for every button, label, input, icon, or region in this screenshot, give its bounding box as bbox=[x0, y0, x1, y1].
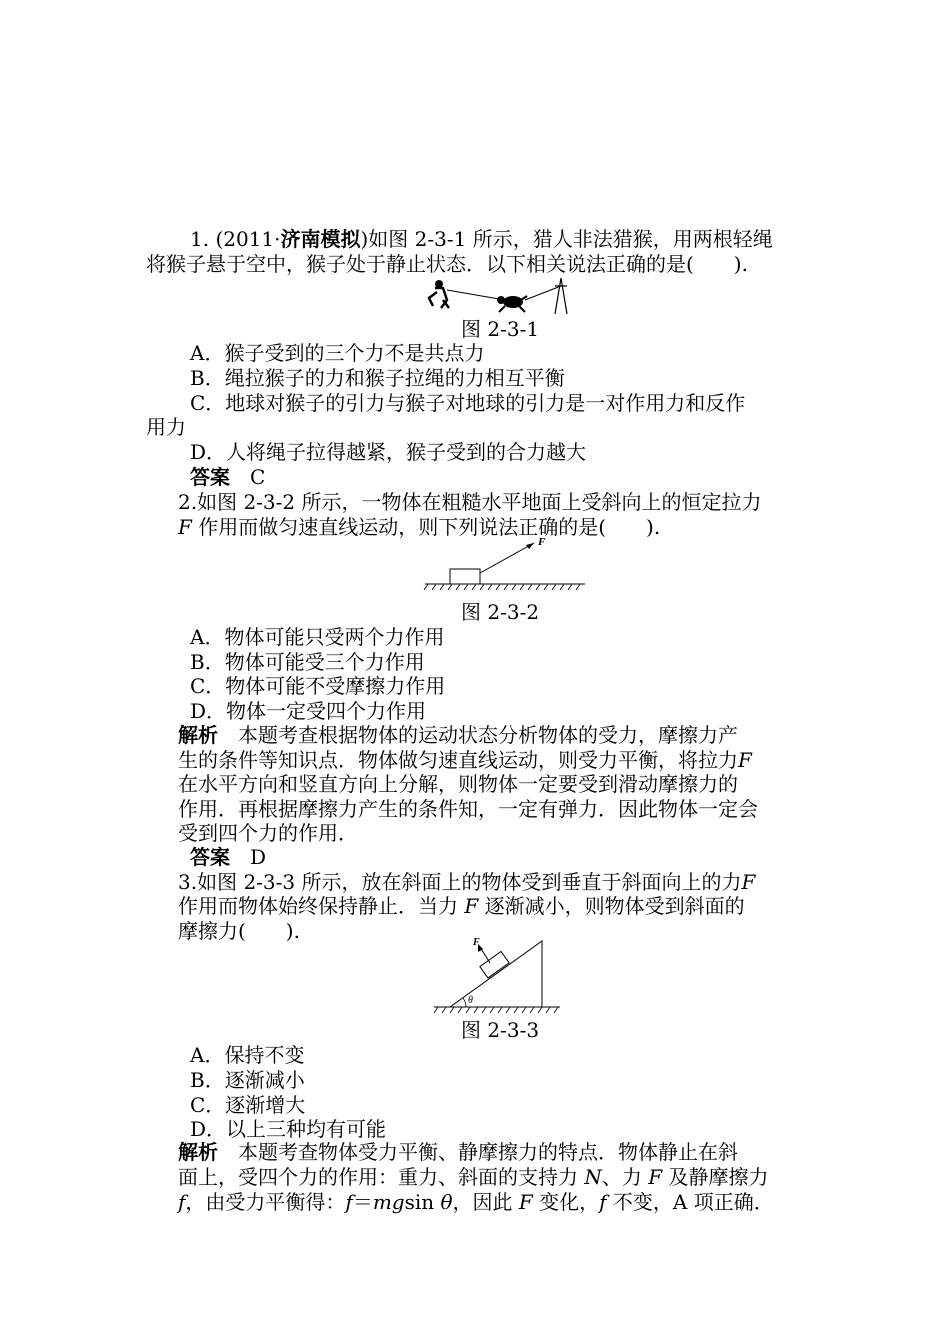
q1-source: 济南模拟 bbox=[280, 227, 361, 251]
q1-figure-caption: 图 2-3-1 bbox=[461, 317, 540, 341]
q3-line1 bbox=[178, 870, 755, 894]
q3-analysis-text-2a: 面上，受四个力的作用：重力、斜面的支持力 bbox=[178, 1165, 585, 1189]
q3-figure bbox=[432, 935, 562, 1017]
q2-answer bbox=[190, 845, 266, 869]
q1-answer-label: 答案 bbox=[190, 465, 230, 489]
q1-option-c-cont: 用力 bbox=[146, 415, 186, 439]
q3-analysis-var-f: F bbox=[648, 1165, 663, 1189]
q1-option-a: A．猴子受到的三个力不是共点力 bbox=[190, 341, 485, 365]
q3-formula-sin: sin bbox=[404, 1190, 441, 1214]
q1-number: 1. (2011· bbox=[190, 227, 281, 251]
q3-figure-angle-label: θ bbox=[468, 995, 473, 1006]
q2-figure bbox=[420, 535, 590, 597]
q2-analysis-line1 bbox=[178, 723, 738, 747]
q3-figure-caption: 图 2-3-3 bbox=[461, 1018, 540, 1042]
q3-analysis-line1 bbox=[178, 1140, 738, 1164]
q3-option-c: C．逐渐增大 bbox=[190, 1093, 306, 1117]
q3-formula-eq: ＝ bbox=[352, 1190, 373, 1214]
q2-line2-text: 作用而做匀速直线运动，则下列说法正确的是( ). bbox=[191, 515, 661, 539]
q2-analysis-label: 解析 bbox=[178, 723, 218, 747]
q2-answer-value: D bbox=[250, 845, 267, 869]
q3-analysis-text-3c: 变化， bbox=[532, 1190, 600, 1214]
q3-analysis-var-f-small-2: f bbox=[599, 1190, 607, 1214]
q2-figure-force-label: F bbox=[538, 536, 546, 548]
q3-analysis-var-f-2: F bbox=[518, 1190, 533, 1214]
q3-option-d: D．以上三种均有可能 bbox=[190, 1117, 387, 1141]
q3-analysis-var-f-small: f bbox=[178, 1190, 186, 1214]
q3-line2-text-b: 逐渐减小，则物体受到斜面的 bbox=[478, 894, 745, 918]
monkey-figure bbox=[425, 278, 575, 314]
q1-answer bbox=[190, 465, 265, 489]
q2-figure-caption: 图 2-3-2 bbox=[461, 600, 540, 624]
q3-option-a: A．保持不变 bbox=[190, 1043, 305, 1067]
q2-analysis-text-2: 生的条件等知识点．物体做匀速直线运动，则受力平衡，将拉力 bbox=[178, 748, 738, 772]
q1-text-1: )如图 2-3-1 所示，猎人非法猎猴，用两根轻绳 bbox=[360, 227, 773, 251]
q3-var-f-2: F bbox=[464, 894, 479, 918]
q3-line2-text-a: 作用而物体始终保持静止．当力 bbox=[178, 894, 465, 918]
q3-figure-force-label: F bbox=[473, 937, 480, 948]
q3-line3: 摩擦力( ). bbox=[178, 919, 300, 943]
q3-formula-theta: θ bbox=[440, 1190, 453, 1214]
q2-option-a: A．物体可能只受两个力作用 bbox=[190, 625, 445, 649]
q2-analysis-var-f: F bbox=[738, 748, 752, 772]
q2-analysis-line4: 作用．再根据摩擦力产生的条件知，一定有弹力．因此物体一定会 bbox=[178, 797, 758, 821]
q1-line2: 将猴子悬于空中，猴子处于静止状态．以下相关说法正确的是( ). bbox=[146, 252, 748, 276]
q2-option-b: B．物体可能受三个力作用 bbox=[190, 650, 425, 674]
q3-analysis-text-1: 本题考查物体受力平衡、静摩擦力的特点．物体静止在斜 bbox=[218, 1140, 738, 1164]
q3-analysis-text-2c: 及静摩擦力 bbox=[662, 1165, 769, 1189]
q2-answer-label: 答案 bbox=[190, 845, 230, 869]
q3-analysis-label: 解析 bbox=[178, 1140, 218, 1164]
q3-analysis-text-2b: 、力 bbox=[601, 1165, 649, 1189]
q3-analysis-line3 bbox=[178, 1190, 774, 1214]
q1-line1 bbox=[190, 227, 773, 251]
q3-line1-text: 3.如图 2-3-3 所示，放在斜面上的物体受到垂直于斜面向上的力 bbox=[178, 870, 742, 894]
q2-analysis-line2 bbox=[178, 748, 752, 772]
q3-option-b: B．逐渐减小 bbox=[190, 1068, 305, 1092]
q3-analysis-text-3d: 不变，A 项正确． bbox=[606, 1190, 774, 1214]
q3-analysis-text-3b: ，因此 bbox=[452, 1190, 519, 1214]
q3-analysis-var-n: N bbox=[584, 1165, 602, 1189]
q3-analysis-line2 bbox=[178, 1165, 768, 1189]
q1-option-b: B．绳拉猴子的力和猴子拉绳的力相互平衡 bbox=[190, 366, 565, 390]
q3-formula-mg: mg bbox=[372, 1190, 405, 1214]
q2-analysis-text-1: 本题考查根据物体的运动状态分析物体的受力，摩擦力产 bbox=[218, 723, 738, 747]
q3-analysis-text-3a: ，由受力平衡得： bbox=[185, 1190, 346, 1214]
q2-option-c: C．物体可能不受摩擦力作用 bbox=[190, 674, 446, 698]
q2-line1: 2.如图 2-3-2 所示，一物体在粗糙水平地面上受斜向上的恒定拉力 bbox=[178, 490, 762, 514]
q2-analysis-line5: 受到四个力的作用． bbox=[178, 821, 358, 845]
q1-option-d: D．人将绳子拉得越紧，猴子受到的合力越大 bbox=[190, 440, 587, 464]
q1-answer-value: C bbox=[250, 465, 266, 489]
q3-var-f-1: F bbox=[741, 870, 756, 894]
q3-line2 bbox=[178, 894, 745, 918]
q1-option-c: C．地球对猴子的引力与猴子对地球的引力是一对作用力和反作 bbox=[190, 391, 746, 415]
q3-formula-f: f bbox=[345, 1190, 353, 1214]
q2-var-f: F bbox=[178, 515, 192, 539]
q2-analysis-line3: 在水平方向和竖直方向上分解，则物体一定要受到滑动摩擦力的 bbox=[178, 772, 738, 796]
q2-option-d: D．物体一定受四个力作用 bbox=[190, 699, 427, 723]
